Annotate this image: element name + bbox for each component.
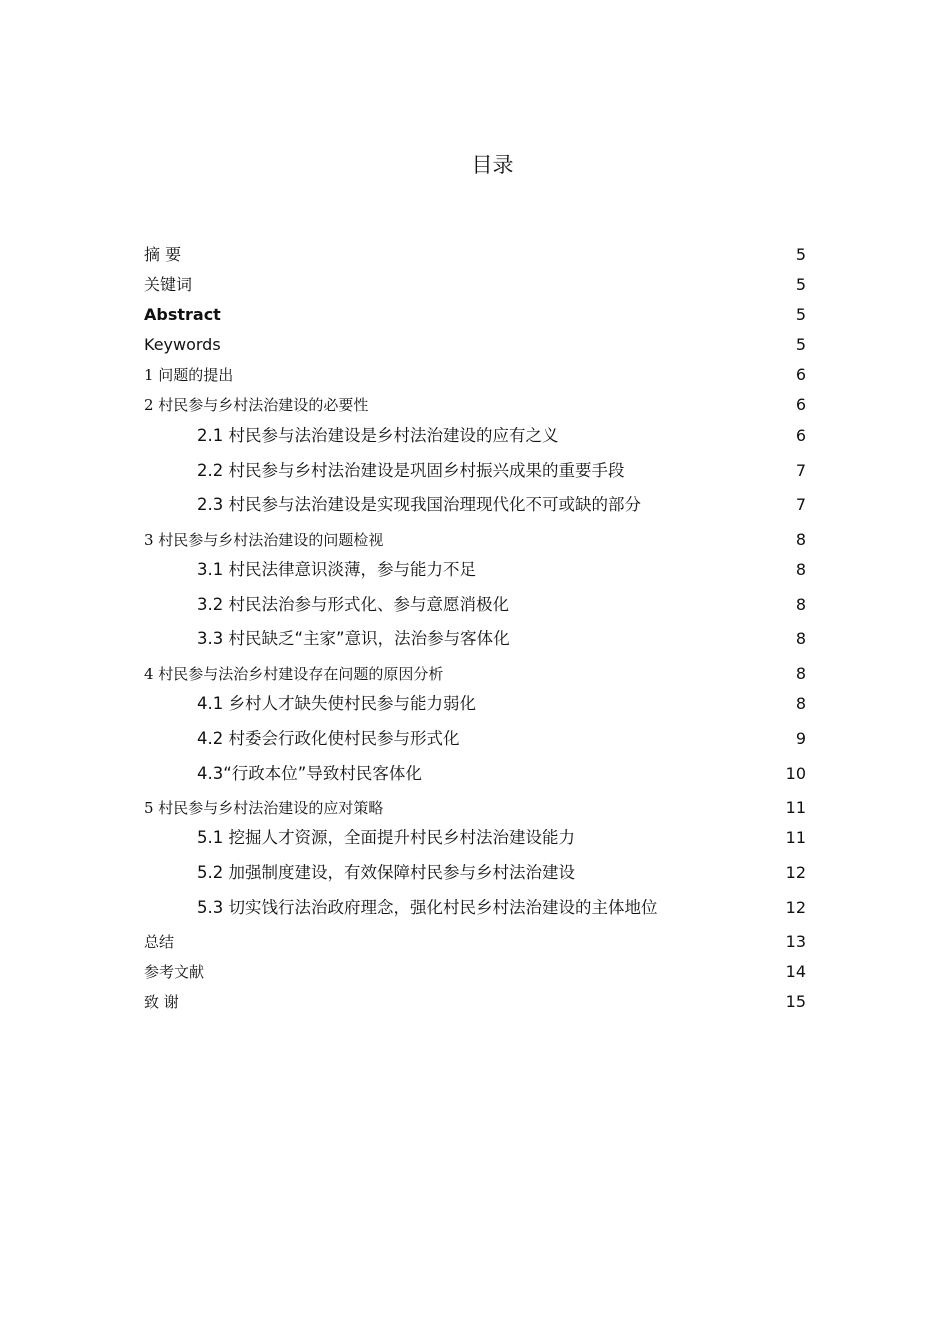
toc-entry-chapter-5[interactable] [144,796,806,820]
toc-entry-page: 12 [785,898,806,917]
toc-entry-page: 11 [785,798,806,817]
toc-entry-page: 6 [795,395,806,414]
toc-entry-page: 7 [795,495,806,514]
toc-entry-label: 关键词 [144,275,193,294]
toc-entry-label: 4.1 乡村人才缺失使村民参与能力弱化 [197,694,476,713]
toc-entry-section-4-3[interactable] [144,762,806,786]
toc-entry-section-2-1[interactable] [144,424,806,448]
toc-entry-abstract-cn[interactable] [144,243,806,267]
toc-entry-page: 14 [785,962,806,981]
toc-entry-section-5-3[interactable] [144,896,806,920]
toc-entry-page: 8 [795,560,806,579]
toc-entry-page: 11 [785,828,806,847]
toc-entry-label: 参考文献 [144,963,205,981]
toc-entry-page: 8 [795,595,806,614]
toc-entry-chapter-4[interactable] [144,662,806,686]
toc-entry-page: 8 [795,694,806,713]
toc-entry-label: Keywords [144,335,221,354]
toc-entry-page: 5 [795,245,806,264]
toc-entry-label: 总结 [144,933,175,951]
toc-entry-keywords-cn[interactable] [144,273,806,297]
toc-entry-label: 3.1 村民法律意识淡薄，参与能力不足 [197,560,476,579]
toc-entry-section-4-1[interactable] [144,692,806,716]
toc-entry-section-5-1[interactable] [144,826,806,850]
toc-entry-page: 5 [795,335,806,354]
toc-entry-page: 13 [785,932,806,951]
toc-entry-label: 3.2 村民法治参与形式化、参与意愿消极化 [197,595,509,614]
toc-entry-label: 2.2 村民参与乡村法治建设是巩固乡村振兴成果的重要手段 [197,461,625,480]
toc-entry-acknowledgements[interactable] [144,990,806,1014]
toc-entry-page: 12 [785,863,806,882]
toc-entry-page: 5 [795,305,806,324]
toc-entry-page: 8 [795,664,806,683]
toc-entry-section-4-2[interactable] [144,727,806,751]
toc-entry-label: 2 村民参与乡村法治建设的必要性 [144,396,369,414]
toc-entry-label: 5.3 切实饯行法治政府理念，强化村民乡村法治建设的主体地位 [197,898,658,917]
toc-entry-page: 6 [795,426,806,445]
toc-entry-page: 15 [785,992,806,1011]
toc-entry-page: 7 [795,461,806,480]
toc-entry-label: 4.2 村委会行政化使村民参与形式化 [197,729,460,748]
toc-entry-section-3-3[interactable] [144,627,806,651]
toc-entry-page: 9 [795,729,806,748]
toc-entry-page: 8 [795,530,806,549]
toc-entry-label: 3 村民参与乡村法治建设的问题检视 [144,531,384,549]
toc-entry-section-3-1[interactable] [144,558,806,582]
toc-entry-page: 8 [795,629,806,648]
toc-entry-abstract-en[interactable] [144,303,806,327]
toc-entry-page: 5 [795,275,806,294]
toc-entry-chapter-2[interactable] [144,393,806,417]
toc-entry-page: 6 [795,365,806,384]
toc-entry-section-2-3[interactable] [144,493,806,517]
toc-entry-keywords-en[interactable] [144,333,806,357]
toc-entry-label: 1 问题的提出 [144,366,234,384]
toc-entry-label: 5 村民参与乡村法治建设的应对策略 [144,799,384,817]
toc-entry-label: 致 谢 [144,993,179,1011]
toc-entry-label: 3.3 村民缺乏“主家”意识，法治参与客体化 [197,629,510,648]
toc-entry-section-2-2[interactable] [144,459,806,483]
toc-entry-label: 5.1 挖掘人才资源，全面提升村民乡村法治建设能力 [197,828,575,847]
toc-entry-label: Abstract [144,305,221,324]
toc-entry-label: 5.2 加强制度建设，有效保障村民参与乡村法治建设 [197,863,575,882]
page-title: 目录 [471,153,514,177]
toc-entry-references[interactable] [144,960,806,984]
toc-entry-page: 10 [785,764,806,783]
toc-entry-label: 4.3“行政本位”导致村民客体化 [197,764,422,783]
toc-entry-section-5-2[interactable] [144,861,806,885]
toc-entry-chapter-1[interactable] [144,363,806,387]
toc-entry-label: 2.3 村民参与法治建设是实现我国治理现代化不可或缺的部分 [197,495,641,514]
toc-entry-section-3-2[interactable] [144,593,806,617]
toc-entry-label: 2.1 村民参与法治建设是乡村法治建设的应有之义 [197,426,559,445]
toc-entry-label: 4 村民参与法治乡村建设存在问题的原因分析 [144,665,444,683]
toc-entry-conclusion[interactable] [144,930,806,954]
toc-entry-label: 摘 要 [144,245,182,264]
toc-entry-chapter-3[interactable] [144,528,806,552]
